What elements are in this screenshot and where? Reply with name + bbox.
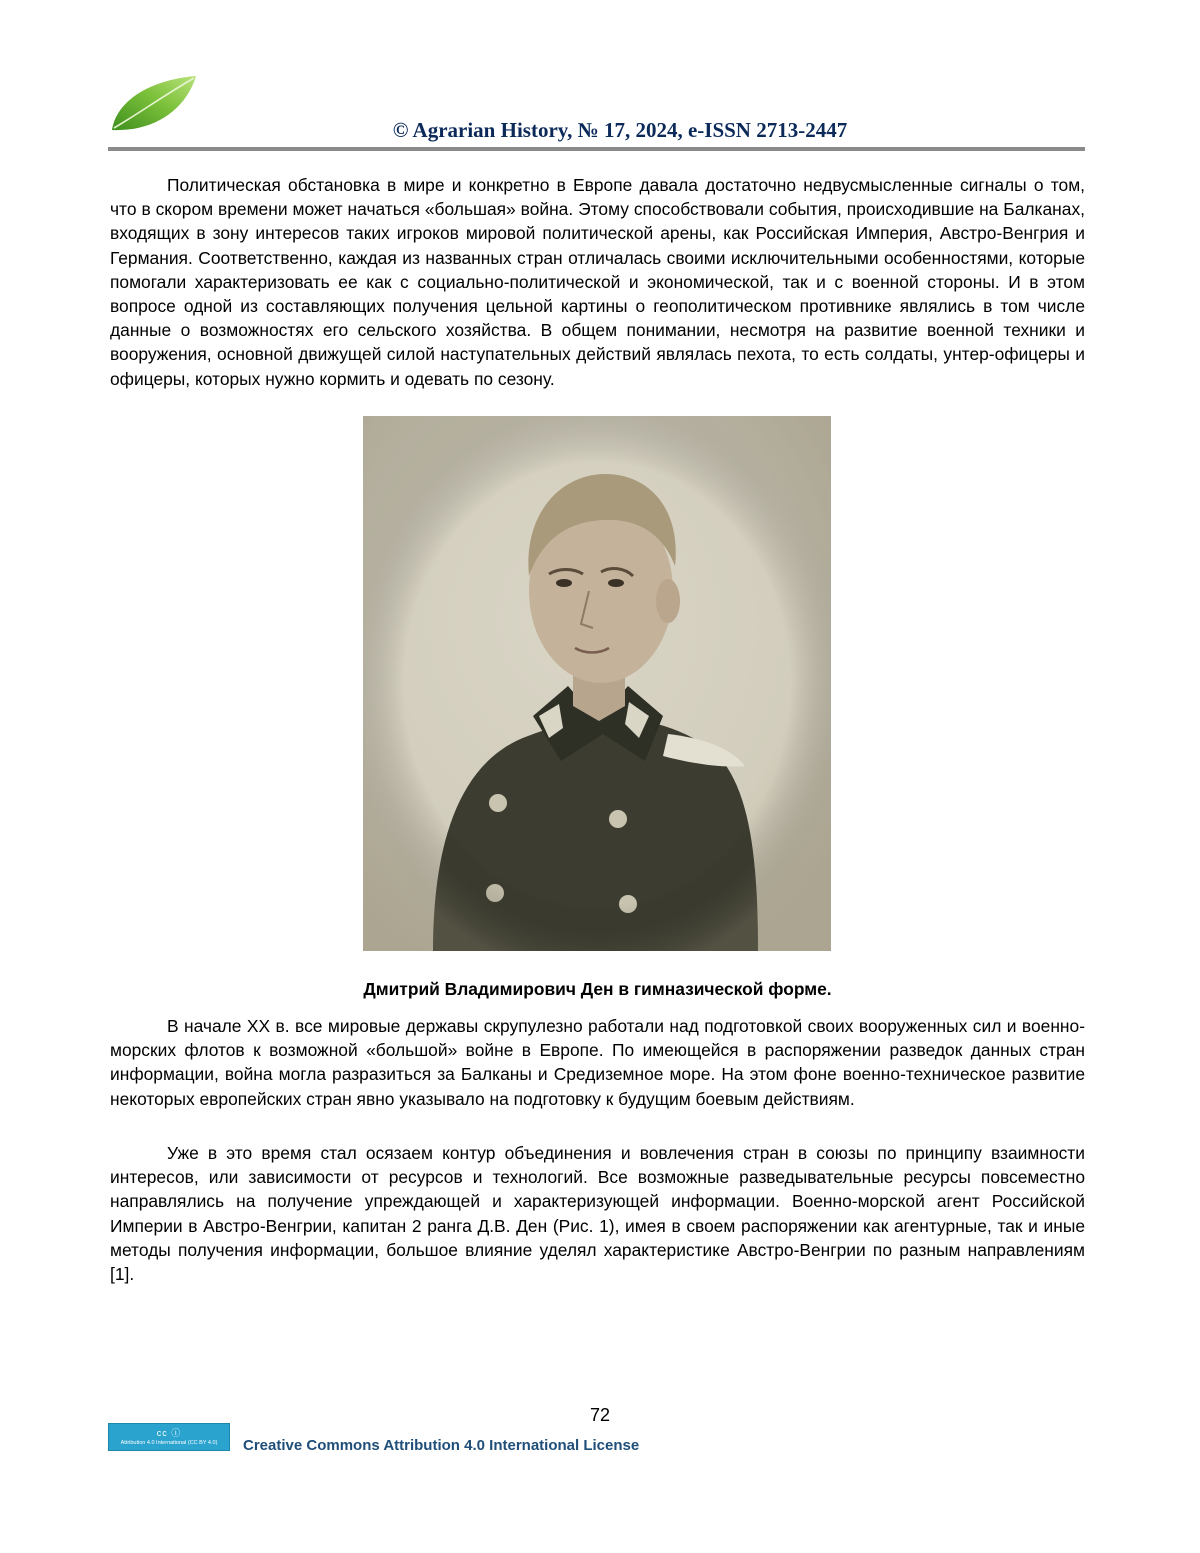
paragraph-3: Уже в это время стал осязаем контур объединения и вовлечения стран в союзы по принципу взаимности интересов, или зависимости от ресурсов и технологий. Все возможные разведывательные ресурсы повсеместно направлялись на получение упреждающей и характеризующей информации. Военно-морской агент Российской Империи в Австро-Венгрии, капитан 2 ранга Д.В. Ден (Рис. 1), имея в своем распоряжении как агентурные, так и иные методы получения информации, большое влияние уделял характеристике Австро-Венгрии по разным направлениям [1]. xyxy=(110,1143,1085,1285)
page-number: 72 xyxy=(589,1405,611,1425)
cc-badge-text: Attribution 4.0 International (CC BY 4.0) xyxy=(120,1440,218,1446)
paragraph-2: В начале XX в. все мировые державы скрупулезно работали над подготовкой своих вооруженных сил и военно-морских флотов к возможной «большой» войне в Европе. По имеющейся в распоряжении разведок данных стран информации, война могла разразиться за Балканы и Средиземное море. На этом фоне военно-техническое развитие некоторых европейских стран явно указывало на подготовку к будущим боевым действиям. xyxy=(110,1016,1085,1109)
figure-caption: Дмитрий Владимирович Ден в гимназической форме. xyxy=(363,979,832,999)
portrait-photo xyxy=(363,416,831,951)
header-rule xyxy=(108,147,1085,151)
paragraph-1: Политическая обстановка в мире и конкретно в Европе давала достаточно недвусмысленные сигналы о том, что в скором времени может начаться «большая» война. Этому способствовали события, происходившие на Балканах, входящих в зону интересов таких игроков мировой политической арены, как Российская Империя, Австро-Венгрия и Германия. Соответственно, каждая из названных стран отличалась своими исключительными особенностями, которые помогали характеризовать ее как с социально-политической и экономической, так и с военной стороны. И в этом вопросе одной из составляющих получения цельной картины о геополитическом противнике являлись в том числе данные о возможностях его сельского хозяйства. В общем понимании, несмотря на развитие военной техники и вооружения, основной движущей силой наступательных действий являлась пехота, то есть солдаты, унтер-офицеры и офицеры, которых нужно кормить и одевать по сезону. xyxy=(110,175,1085,389)
journal-header: © Agrarian History, № 17, 2024, e-ISSN 2713-2447 xyxy=(392,118,848,142)
license-link[interactable]: Creative Commons Attribution 4.0 International License xyxy=(243,1437,640,1454)
cc-by-icon: cc ⓘ xyxy=(156,1428,182,1438)
cc-license-badge[interactable] xyxy=(108,1423,230,1451)
